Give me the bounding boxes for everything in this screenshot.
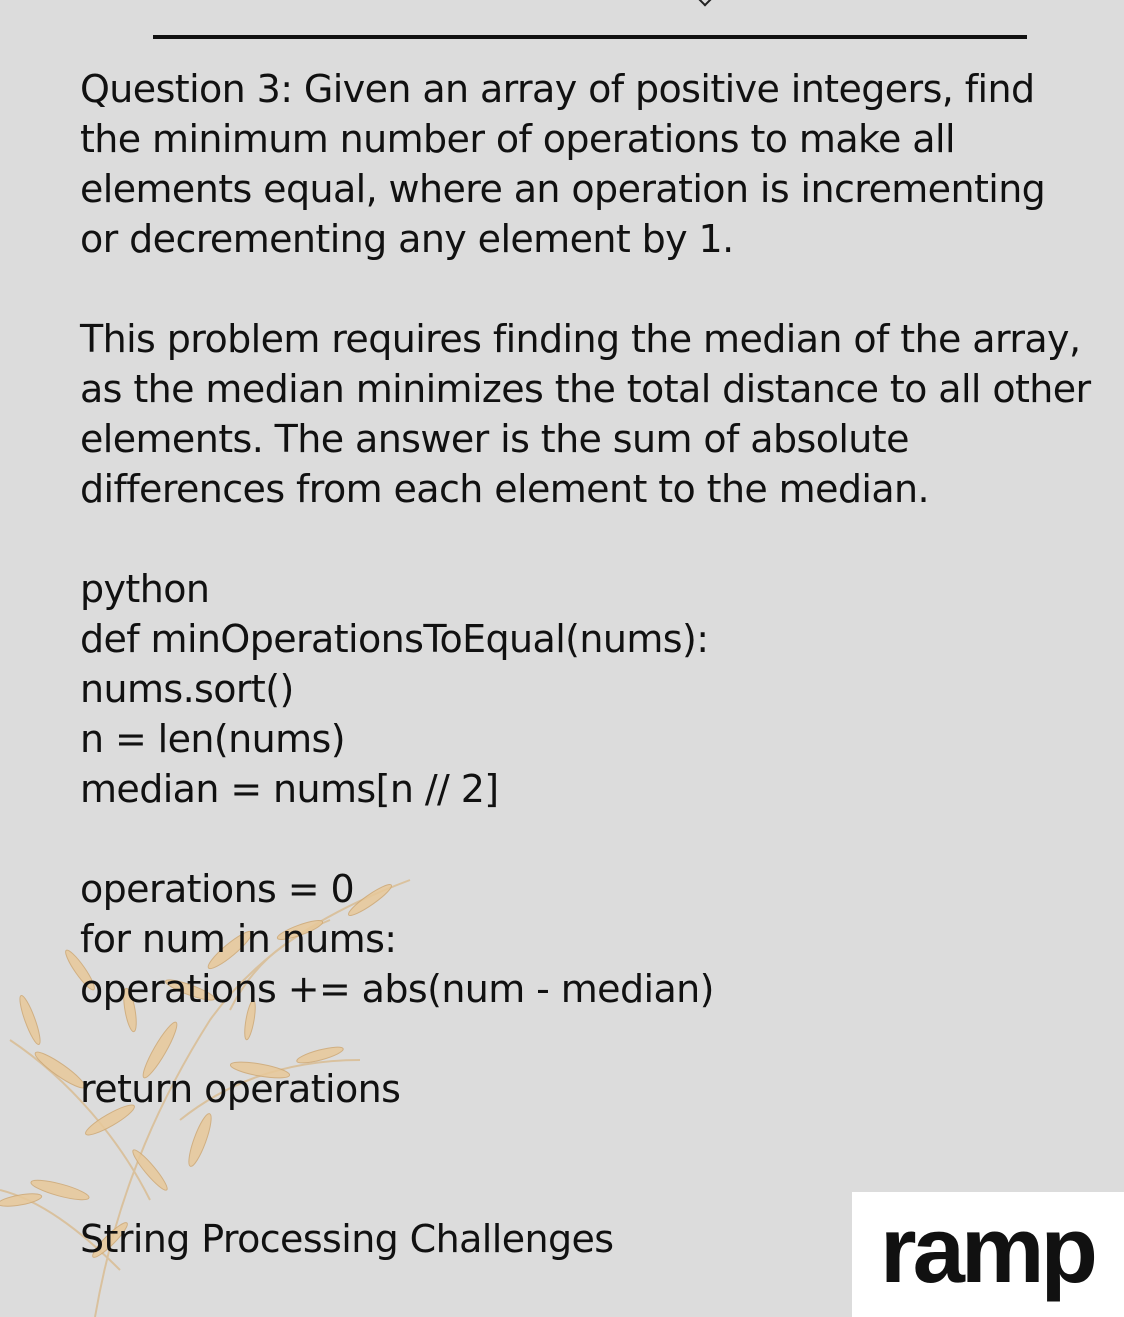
chevron-down-icon xyxy=(697,0,714,6)
code-language-label: python xyxy=(80,567,210,611)
footer-title: String Processing Challenges xyxy=(80,1217,614,1261)
code-line: operations = 0 xyxy=(80,867,355,911)
code-line: operations += abs(num - median) xyxy=(80,967,714,1011)
main-content xyxy=(80,64,1091,1114)
explanation-paragraph xyxy=(80,314,1091,514)
code-block xyxy=(80,564,1080,1114)
question-line: or decrementing any element by 1. xyxy=(80,217,734,261)
explanation-line: differences from each element to the median. xyxy=(80,467,930,511)
explanation-line: elements. The answer is the sum of absolute xyxy=(80,417,909,461)
code-line: nums.sort() xyxy=(80,667,294,711)
code-line: for num in nums: xyxy=(80,917,397,961)
code-line: def minOperationsToEqual(nums): xyxy=(80,617,709,661)
logo xyxy=(852,1192,1124,1317)
code-line: median = nums[n // 2] xyxy=(80,767,499,811)
question-line: Question 3: Given an array of positive integers, find xyxy=(80,67,1035,111)
question-line: elements equal, where an operation is incrementing xyxy=(80,167,1046,211)
top-divider xyxy=(153,35,1027,39)
question-line: the minimum number of operations to make all xyxy=(80,117,955,161)
code-line: return operations xyxy=(80,1067,401,1111)
question-paragraph xyxy=(80,64,1080,264)
explanation-line: This problem requires finding the median of the array, xyxy=(80,317,1081,361)
logo-text: ramp xyxy=(880,1197,1094,1302)
explanation-line: as the median minimizes the total distance to all other xyxy=(80,367,1091,411)
code-line: n = len(nums) xyxy=(80,717,345,761)
